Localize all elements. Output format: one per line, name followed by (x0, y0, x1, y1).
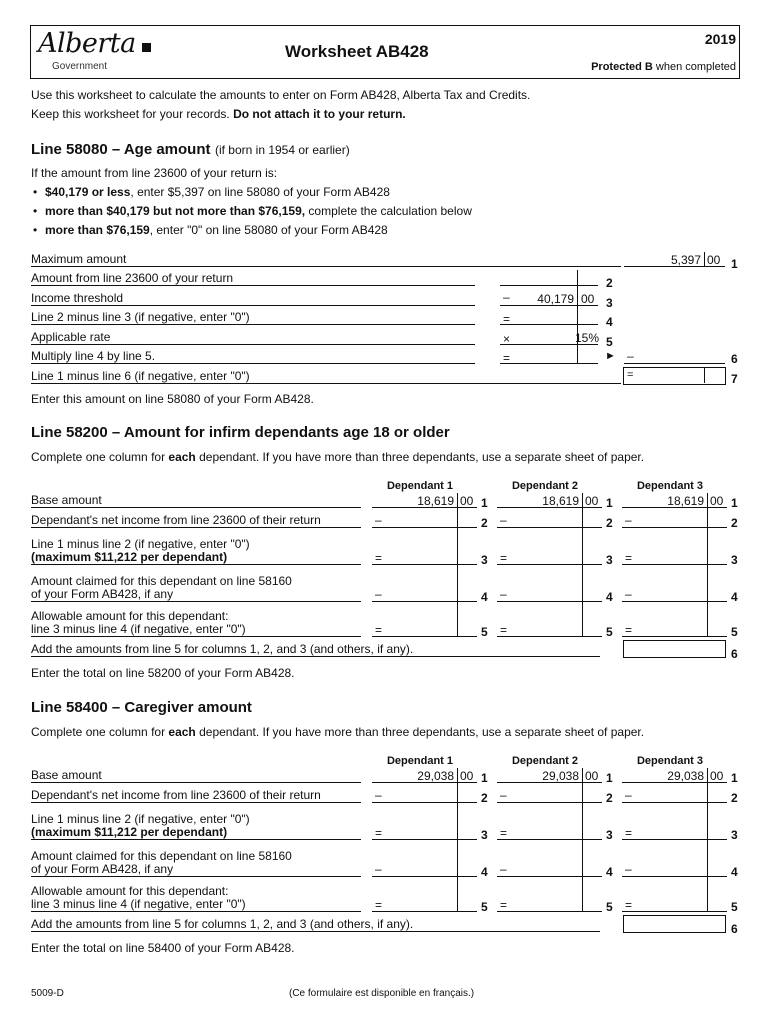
s2-dep1-equals-3: = (375, 551, 383, 565)
section-58080-note: (if born in 1954 or earlier) (214, 143, 350, 157)
s2-dep2-base-dollars: 18,619 (542, 494, 579, 508)
s2-inst-each: each (168, 450, 196, 464)
s2-dep2-num-3: 3 (606, 553, 613, 567)
s3-inst-c: dependant. If you have more than three dependants, use a separate sheet of paper. (195, 725, 645, 739)
s3-dep3-field-4[interactable] (622, 876, 727, 877)
s1-row-6-rule (31, 363, 475, 364)
s2-dep1-base-cents: 00 (460, 494, 474, 508)
s1-row-2-rule (31, 285, 475, 286)
s2-dep1-base-dollars: 18,619 (417, 494, 454, 508)
s3-row-4-label: Amount claimed for this dependant on line 58160 (31, 849, 292, 863)
s3-dep1-minus-4: – (375, 862, 382, 876)
bullet-1-text: , enter $5,397 on line 58080 of your Form AB428 (130, 185, 390, 199)
s2-dep3-field-3[interactable] (622, 564, 727, 565)
s2-dep1-field-3[interactable] (372, 564, 477, 565)
s2-row-5-label: line 3 minus line 4 (if negative, enter "0") (31, 622, 246, 636)
logo-wordmark: Alberta (38, 28, 136, 59)
s2-instruction (31, 450, 644, 464)
s3-dep2-minus-4: – (500, 862, 507, 876)
s3-dep3-num-2: 2 (731, 791, 738, 805)
s3-dep3-base-dollars: 29,038 (667, 769, 704, 783)
s3-dep2-num-5: 5 (606, 900, 613, 914)
s3-dep2-num-1: 1 (606, 771, 613, 785)
s1-row-7-label: Line 1 minus line 6 (if negative, enter "0") (31, 369, 250, 383)
section-58080-title (31, 141, 350, 159)
s1-field-line-4[interactable] (500, 324, 598, 325)
s2-dep1-field-4[interactable] (372, 601, 477, 602)
s3-col-header-2: Dependant 2 (511, 755, 578, 767)
s2-dep1-num-3: 3 (481, 553, 488, 567)
s2-col-header-1: Dependant 1 (386, 480, 453, 492)
s2-row-1-label: Base amount (31, 493, 102, 507)
age-amount-bullets (31, 183, 472, 240)
s3-row-2-label: Dependant's net income from line 23600 of their return (31, 788, 321, 802)
intro-keep: Keep this worksheet for your records. (31, 107, 234, 121)
bullet-3-text: , enter "0" on line 58080 of your Form AB428 (149, 223, 388, 237)
intro-line-1: Use this worksheet to calculate the amounts to enter on Form AB428, Alberta Tax and Credits. (31, 88, 531, 102)
protected-b-suffix: when completed (655, 61, 736, 73)
s2-dep3-field-5[interactable] (622, 636, 727, 637)
s1-op-minus-6: – (627, 349, 634, 363)
s2-dep1-num-1: 1 (481, 496, 488, 510)
s3-row-3-rule (31, 839, 361, 840)
s3-dep2-base-dollars: 29,038 (542, 769, 579, 783)
s3-inst-a: Complete one column for (31, 725, 169, 739)
s1-num-2: 2 (606, 276, 613, 290)
s3-dep3-num-5: 5 (731, 900, 738, 914)
s3-total-box[interactable] (623, 915, 726, 933)
s2-dep1-minus-2: – (375, 513, 382, 527)
s3-row-2-rule (31, 802, 361, 803)
list-item (31, 183, 472, 202)
s3-row-4-label: of your Form AB428, if any (31, 862, 174, 876)
s2-row-3-label: (maximum $11,212 per dependant) (31, 550, 228, 564)
s3-dep2-num-3: 3 (606, 828, 613, 842)
s3-dep2-equals-5: = (500, 898, 508, 912)
s2-row-2-rule (31, 527, 361, 528)
s3-add-instruction: Add the amounts from line 5 for columns 1, 2, and 3 (and others, if any). (31, 917, 414, 931)
s1-enter-instruction: Enter this amount on line 58080 of your Form AB428. (31, 392, 314, 406)
arrow-right-icon: ► (605, 350, 616, 362)
s1-row-2-label: Amount from line 23600 of your return (31, 271, 234, 285)
s3-dep1-field-5[interactable] (372, 911, 477, 912)
s3-row-5-label: line 3 minus line 4 (if negative, enter "0") (31, 897, 246, 911)
s2-dep1-num-4: 4 (481, 590, 488, 604)
s2-dep2-num-1: 1 (606, 496, 613, 510)
s3-dep1-num-2: 2 (481, 791, 488, 805)
s2-dep3-num-1: 1 (731, 496, 738, 510)
s3-dep1-num-1: 1 (481, 771, 488, 785)
s2-dep2-minus-2: – (500, 513, 507, 527)
s2-dep2-field-2[interactable] (497, 527, 602, 528)
s2-dep1-cents-divider (457, 493, 458, 636)
s2-row-3-rule (31, 564, 361, 565)
maximum-amount-cents: 00 (707, 253, 721, 267)
french-availability: (Ce formulaire est disponible en français.) (289, 988, 475, 999)
s3-dep1-equals-5: = (375, 898, 383, 912)
s3-dep2-equals-3: = (500, 826, 508, 840)
s2-dep3-num-4: 4 (731, 590, 738, 604)
section-58200-title: Line 58200 – Amount for infirm dependants age 18 or older (31, 424, 450, 441)
list-item (31, 221, 472, 240)
page-title: Worksheet AB428 (285, 42, 429, 61)
s2-dep2-field-3[interactable] (497, 564, 602, 565)
bullet-3-bold: more than $76,159 (45, 223, 150, 237)
s3-dep3-base-cents: 00 (710, 769, 724, 783)
s2-dep3-field-2[interactable] (622, 527, 727, 528)
section-58400-title: Line 58400 – Caregiver amount (31, 699, 252, 716)
s2-dep1-minus-4: – (375, 587, 382, 601)
s1-outer-cents-divider-1 (704, 252, 705, 266)
s2-dep1-num-2: 2 (481, 516, 488, 530)
s1-row-4-rule (31, 324, 475, 325)
s2-total-box[interactable] (623, 640, 726, 658)
s2-dep2-field-5[interactable] (497, 636, 602, 637)
s1-field-line-6-outer[interactable] (624, 363, 725, 364)
s3-col-header-3: Dependant 3 (636, 755, 703, 767)
s3-num-6: 6 (731, 922, 738, 936)
s3-inst-each: each (168, 725, 196, 739)
s1-result-box-divider (704, 368, 705, 383)
s3-dep2-field-2[interactable] (497, 802, 602, 803)
s3-dep3-cents-divider (707, 768, 708, 911)
protected-b-label: Protected B (591, 61, 653, 73)
s2-row-4-label: Amount claimed for this dependant on line 58160 (31, 574, 292, 588)
s3-row-3-label: (maximum $11,212 per dependant) (31, 825, 228, 839)
s3-dep2-field-4[interactable] (497, 876, 602, 877)
s3-dep1-equals-3: = (375, 826, 383, 840)
s2-add-rule (31, 656, 600, 657)
intro-line-2 (31, 107, 406, 121)
s1-op-equals-4: = (503, 312, 511, 326)
s3-dep1-base-dollars: 29,038 (417, 769, 454, 783)
s2-dep2-num-4: 4 (606, 590, 613, 604)
s3-dep2-field-5[interactable] (497, 911, 602, 912)
s1-row-5-rule (31, 344, 475, 345)
s2-dep3-num-5: 5 (731, 625, 738, 639)
s3-row-1-label: Base amount (31, 768, 102, 782)
s2-row-1-rule (31, 507, 361, 508)
s2-dep3-equals-3: = (625, 551, 633, 565)
s2-dep3-base-cents: 00 (710, 494, 724, 508)
s2-dep2-equals-3: = (500, 551, 508, 565)
s1-op-times: × (503, 332, 511, 346)
s3-dep2-minus-2: – (500, 788, 507, 802)
s3-dep1-base-cents: 00 (460, 769, 474, 783)
logo-mark-icon (142, 43, 151, 52)
protected-b-notice (591, 61, 736, 73)
s1-row-5-label: Applicable rate (31, 330, 111, 344)
s3-row-1-rule (31, 782, 361, 783)
s2-col-header-2: Dependant 2 (511, 480, 578, 492)
s2-row-2-label: Dependant's net income from line 23600 of their return (31, 513, 321, 527)
income-threshold-cents: 00 (581, 292, 595, 306)
s2-dep2-num-5: 5 (606, 625, 613, 639)
s2-dep2-minus-4: – (500, 587, 507, 601)
s3-dep1-num-3: 3 (481, 828, 488, 842)
s1-field-line-6[interactable] (500, 363, 598, 364)
s3-dep1-minus-2: – (375, 788, 382, 802)
s2-enter-instruction: Enter the total on line 58200 of your Form AB428. (31, 666, 295, 680)
s1-op-equals-7: = (627, 369, 634, 381)
s3-dep3-minus-2: – (625, 788, 632, 802)
bullet-2-bold: more than $40,179 but not more than $76,159, (45, 204, 306, 218)
s2-dep3-minus-4: – (625, 587, 632, 601)
s1-num-7: 7 (731, 372, 738, 386)
s2-dep3-base-dollars: 18,619 (667, 494, 704, 508)
s2-dep3-minus-2: – (625, 513, 632, 527)
s2-add-instruction: Add the amounts from line 5 for columns 1, 2, and 3 (and others, if any). (31, 642, 414, 656)
s3-col-header-1: Dependant 1 (386, 755, 453, 767)
s1-field-line-2[interactable] (500, 285, 598, 286)
s1-num-5: 5 (606, 335, 613, 349)
s2-inst-a: Complete one column for (31, 450, 169, 464)
s3-dep3-equals-3: = (625, 826, 633, 840)
s2-row-4-label: of your Form AB428, if any (31, 587, 174, 601)
s3-dep3-field-3[interactable] (622, 839, 727, 840)
s2-dep1-field-2[interactable] (372, 527, 477, 528)
s3-dep1-field-2[interactable] (372, 802, 477, 803)
s3-dep1-cents-divider (457, 768, 458, 911)
s1-row-4-label: Line 2 minus line 3 (if negative, enter "0") (31, 310, 250, 324)
s2-col-header-3: Dependant 3 (636, 480, 703, 492)
s2-dep3-cents-divider (707, 493, 708, 636)
logo-government: Government (52, 61, 108, 72)
s3-dep1-num-4: 4 (481, 865, 488, 879)
age-amount-condition: If the amount from line 23600 of your return is: (31, 166, 278, 180)
s1-row-1-label: Maximum amount (31, 252, 127, 266)
s2-row-5-rule (31, 636, 361, 637)
maximum-amount-dollars: 5,397 (670, 253, 701, 267)
s1-num-3: 3 (606, 296, 613, 310)
s3-dep3-num-1: 1 (731, 771, 738, 785)
s3-dep3-minus-4: – (625, 862, 632, 876)
s2-dep3-field-4[interactable] (622, 601, 727, 602)
s3-dep2-num-2: 2 (606, 791, 613, 805)
form-year: 2019 (704, 31, 736, 47)
s2-row-3-label: Line 1 minus line 2 (if negative, enter "0") (31, 537, 250, 551)
list-item (31, 202, 472, 221)
s2-dep2-equals-5: = (500, 623, 508, 637)
s3-dep2-num-4: 4 (606, 865, 613, 879)
bullet-2-text: complete the calculation below (305, 204, 472, 218)
s3-instruction (31, 725, 644, 739)
s1-row-6-label: Multiply line 4 by line 5. (31, 349, 156, 363)
s1-num-1: 1 (731, 257, 738, 271)
s3-dep3-num-4: 4 (731, 865, 738, 879)
s2-dep3-num-2: 2 (731, 516, 738, 530)
s3-dep3-field-2[interactable] (622, 802, 727, 803)
form-id: 5009-D (31, 988, 64, 999)
s3-dep2-base-cents: 00 (585, 769, 599, 783)
s2-inst-c: dependant. If you have more than three dependants, use a separate sheet of paper. (195, 450, 645, 464)
s3-dep3-equals-5: = (625, 898, 633, 912)
intro-do-not-attach: Do not attach it to your return. (233, 107, 406, 121)
s2-dep1-equals-5: = (375, 623, 383, 637)
s3-dep1-field-3[interactable] (372, 839, 477, 840)
s2-row-4-rule (31, 601, 361, 602)
s2-dep2-base-cents: 00 (585, 494, 599, 508)
s3-dep1-field-4[interactable] (372, 876, 477, 877)
s2-dep3-equals-5: = (625, 623, 633, 637)
s1-op-equals-6: = (503, 351, 511, 365)
s3-row-4-rule (31, 876, 361, 877)
s3-add-rule (31, 931, 600, 932)
s2-dep1-field-5[interactable] (372, 636, 477, 637)
s2-row-5-label: Allowable amount for this dependant: (31, 609, 229, 623)
section-58080-heading: Line 58080 – Age amount (31, 141, 211, 158)
s2-num-6: 6 (731, 647, 738, 661)
s1-row-1-rule (31, 266, 621, 267)
s3-dep3-num-3: 3 (731, 828, 738, 842)
s3-dep2-cents-divider (582, 768, 583, 911)
s1-row-7-rule (31, 383, 621, 384)
s1-cents-divider (577, 270, 578, 363)
s3-dep3-field-5[interactable] (622, 911, 727, 912)
s2-dep1-num-5: 5 (481, 625, 488, 639)
s2-dep2-num-2: 2 (606, 516, 613, 530)
s2-dep2-field-4[interactable] (497, 601, 602, 602)
s3-row-5-label: Allowable amount for this dependant: (31, 884, 229, 898)
bullet-1-bold: $40,179 or less (45, 185, 131, 199)
s3-enter-instruction: Enter the total on line 58400 of your Form AB428. (31, 941, 295, 955)
s1-op-minus: – (503, 290, 510, 304)
s1-result-box-7[interactable] (623, 367, 726, 385)
s3-dep1-num-5: 5 (481, 900, 488, 914)
alberta-logo (38, 28, 151, 59)
s3-row-3-label: Line 1 minus line 2 (if negative, enter "0") (31, 812, 250, 826)
s1-row-3-rule (31, 305, 475, 306)
s1-num-6: 6 (731, 352, 738, 366)
s3-dep2-field-3[interactable] (497, 839, 602, 840)
s2-dep2-cents-divider (582, 493, 583, 636)
income-threshold-dollars: 40,179 (537, 292, 574, 306)
s2-dep3-num-3: 3 (731, 553, 738, 567)
s3-row-5-rule (31, 911, 361, 912)
s1-row-3-label: Income threshold (31, 291, 124, 305)
s1-num-4: 4 (606, 315, 613, 329)
applicable-rate: 15% (574, 331, 599, 345)
